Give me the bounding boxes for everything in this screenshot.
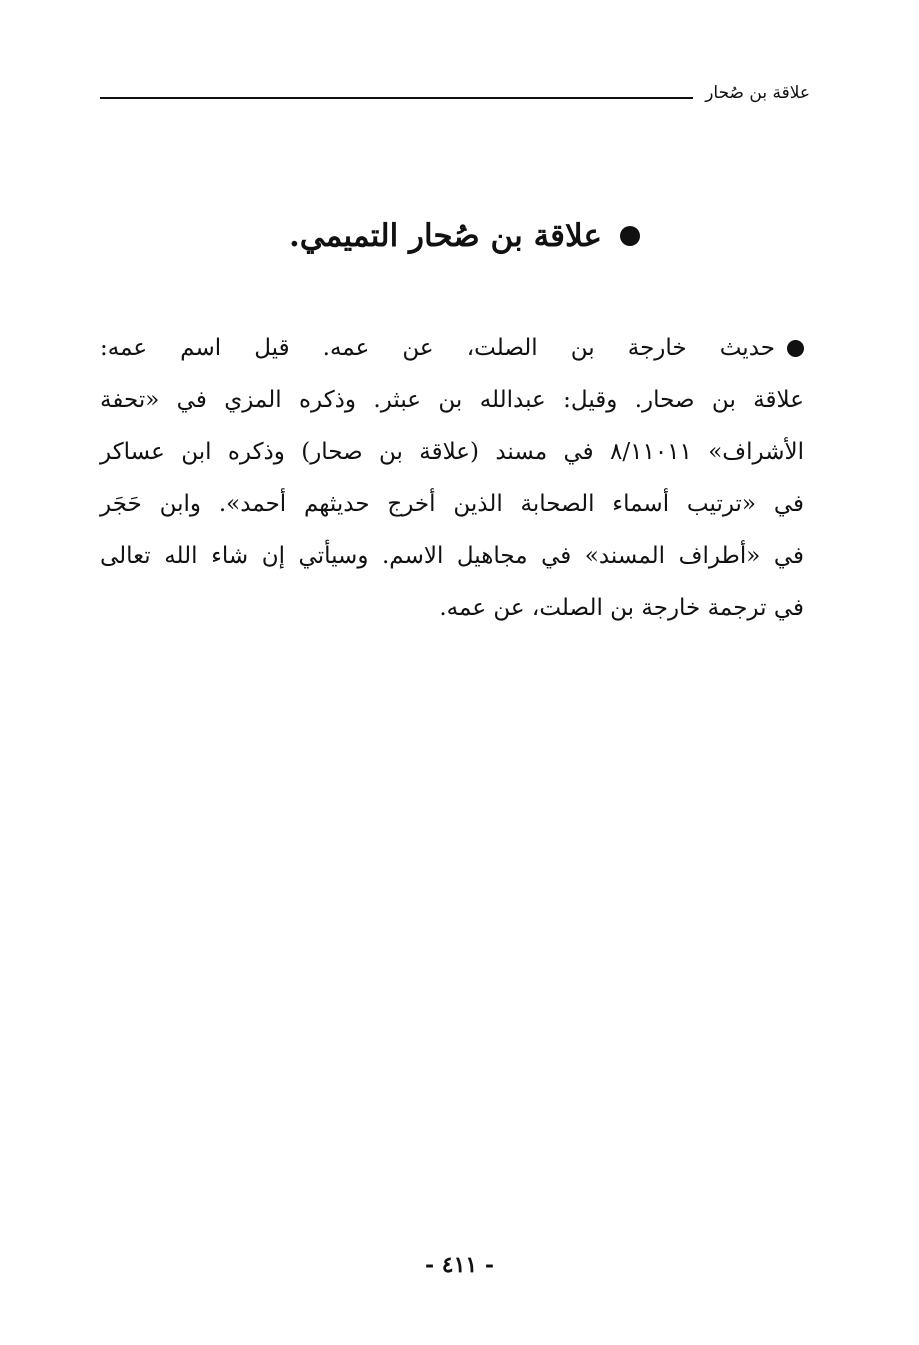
page-number: - ٤١١ - <box>424 1252 495 1278</box>
body-line: في «أطراف المسند» في مجاهيل الاسم. وسيأتي إن شاء الله تعالى <box>100 543 804 569</box>
entry-body <box>100 322 804 634</box>
bullet-icon <box>787 340 804 357</box>
running-header <box>100 72 810 102</box>
bullet-icon <box>620 226 640 246</box>
body-line: في «ترتيب أسماء الصحابة الذين أخرج حديثهم أحمد». وابن حَجَر <box>100 491 804 517</box>
body-line: علاقة بن صحار. وقيل: عبدالله بن عبثر. وذكره المزي في «تحفة <box>100 387 804 413</box>
entry-heading-text: علاقة بن صُحار التميمي. <box>288 218 602 254</box>
body-line: في ترجمة خارجة بن الصلت، عن عمه. <box>439 595 804 621</box>
body-line <box>100 322 804 374</box>
header-rule <box>100 97 693 99</box>
entry-heading <box>120 212 640 260</box>
running-header-title: علاقة بن صُحار <box>705 83 810 103</box>
body-line-text: حديث خارجة بن الصلت، عن عمه. قيل اسم عمه: <box>100 335 775 361</box>
body-line: الأشراف» ٨/١١٠١١ في مسند (علاقة بن صحار) وذكره ابن عساكر <box>100 439 804 465</box>
